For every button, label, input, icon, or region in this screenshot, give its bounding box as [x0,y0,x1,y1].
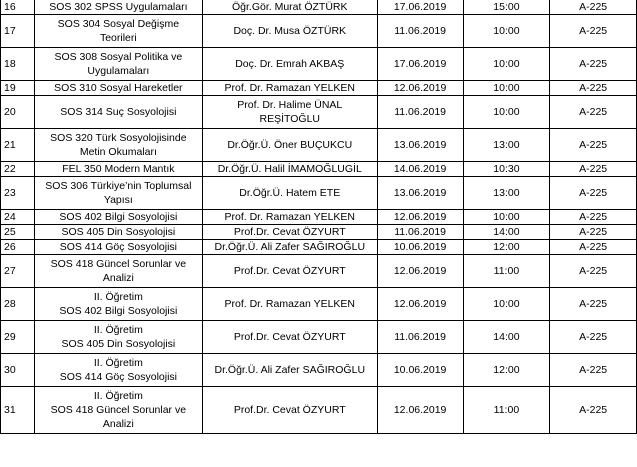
exam-time-cell: 12:00 [463,240,550,255]
row-number-cell: 24 [1,210,35,225]
exam-time-cell: 10:00 [463,96,550,129]
course-cell [34,15,202,48]
course-cell [34,354,202,387]
row-number-cell: 19 [1,81,35,96]
exam-date-cell: 11.06.2019 [377,321,463,354]
exam-date-cell: 11.06.2019 [377,15,463,48]
table-row [1,321,637,354]
table-row [1,387,637,434]
course-cell-line: II. Öğretim [93,324,143,336]
course-cell-line: SOS 304 Sosyal Değişme [57,18,180,30]
course-cell [34,48,202,81]
table-row [1,240,637,255]
instructor-cell [202,0,377,15]
table-body [1,0,637,434]
room-cell: A-225 [550,96,637,129]
exam-time-cell: 10:00 [463,15,550,48]
table-row [1,162,637,177]
course-cell-line: SOS 414 Göç Sosyolojisi [59,371,178,383]
course-cell-line: FEL 350 Modern Mantık [62,163,175,175]
instructor-cell [202,225,377,240]
room-cell: A-225 [550,225,637,240]
instructor-cell-line: Prof. Dr. Ramazan YELKEN [224,298,356,310]
instructor-cell-line: Dr.Öğr.Ü. Halil İMAMOĞLUGİL [217,163,362,175]
course-cell-line: Teorileri [99,32,137,44]
room-cell: A-225 [550,387,637,434]
exam-time-cell: 12:00 [463,354,550,387]
exam-date-cell: 12.06.2019 [377,210,463,225]
course-cell [34,288,202,321]
table-row [1,177,637,210]
row-number-cell: 29 [1,321,35,354]
instructor-cell-line: Prof. Dr. Ramazan YELKEN [224,211,356,223]
course-cell-line: SOS 302 SPSS Uygulamaları [49,1,188,13]
room-cell: A-225 [550,0,637,15]
exam-date-cell: 13.06.2019 [377,129,463,162]
course-cell [34,81,202,96]
exam-date-cell: 11.06.2019 [377,96,463,129]
instructor-cell-line: Dr.Öğr.Ü. Hatem ETE [239,187,341,199]
exam-time-cell: 13:00 [463,177,550,210]
course-cell [34,387,202,434]
instructor-cell [202,255,377,288]
table-row [1,0,637,15]
exam-date-cell: 11.06.2019 [377,225,463,240]
table-row [1,129,637,162]
course-cell [34,321,202,354]
row-number-cell: 17 [1,15,35,48]
course-cell-line: Uygulamaları [87,65,150,77]
course-cell [34,225,202,240]
table-row [1,225,637,240]
course-cell-line: SOS 418 Güncel Sorunlar ve [50,404,187,416]
table-row [1,210,637,225]
row-number-cell: 31 [1,387,35,434]
course-cell-line: SOS 418 Güncel Sorunlar ve [50,258,187,270]
instructor-cell [202,177,377,210]
instructor-cell-line: Prof. Dr. Ramazan YELKEN [224,82,356,94]
instructor-cell-line: Doç. Dr. Emrah AKBAŞ [235,58,345,70]
exam-time-cell: 14:00 [463,225,550,240]
room-cell: A-225 [550,255,637,288]
exam-time-cell: 15:00 [463,0,550,15]
instructor-cell [202,354,377,387]
row-number-cell: 22 [1,162,35,177]
instructor-cell [202,288,377,321]
table-row [1,96,637,129]
course-cell-line: SOS 402 Bilgi Sosyolojisi [59,305,178,317]
exam-date-cell: 12.06.2019 [377,81,463,96]
course-cell [34,210,202,225]
course-cell-line: Yapısı [103,194,133,206]
table-row [1,48,637,81]
exam-date-cell: 17.06.2019 [377,0,463,15]
instructor-cell [202,96,377,129]
row-number-cell: 25 [1,225,35,240]
instructor-cell-line: REŞİTOĞLU [259,113,320,125]
instructor-cell [202,162,377,177]
row-number-cell: 21 [1,129,35,162]
exam-time-cell: 10:00 [463,288,550,321]
exam-date-cell: 12.06.2019 [377,387,463,434]
exam-date-cell: 12.06.2019 [377,255,463,288]
row-number-cell: 28 [1,288,35,321]
instructor-cell-line: Prof.Dr. Cevat ÖZYURT [233,404,346,416]
instructor-cell [202,15,377,48]
instructor-cell-line: Dr.Öğr.Ü. Ali Zafer SAĞIROĞLU [214,364,366,376]
table-row [1,255,637,288]
row-number-cell: 16 [1,0,35,15]
course-cell [34,255,202,288]
room-cell: A-225 [550,48,637,81]
row-number-cell: 30 [1,354,35,387]
exam-date-cell: 10.06.2019 [377,240,463,255]
course-cell-line: SOS 308 Sosyal Politika ve [54,51,183,63]
course-cell-line: SOS 310 Sosyal Hareketler [54,82,183,94]
course-cell-line: SOS 405 Din Sosyolojisi [61,338,176,350]
course-cell-line: Analizi [102,418,134,430]
room-cell: A-225 [550,210,637,225]
room-cell: A-225 [550,177,637,210]
exam-time-cell: 10:00 [463,210,550,225]
instructor-cell [202,240,377,255]
room-cell: A-225 [550,129,637,162]
course-cell-line: Metin Okumaları [79,146,157,158]
exam-time-cell: 14:00 [463,321,550,354]
course-cell-line: SOS 320 Türk Sosyolojisinde [50,132,187,144]
course-cell-line: SOS 414 Göç Sosyolojisi [59,241,178,253]
exam-date-cell: 14.06.2019 [377,162,463,177]
instructor-cell-line: Doç. Dr. Musa ÖZTÜRK [233,25,347,37]
instructor-cell-line: Prof.Dr. Cevat ÖZYURT [233,226,346,238]
instructor-cell [202,81,377,96]
course-cell [34,129,202,162]
instructor-cell-line: Prof.Dr. Cevat ÖZYURT [233,331,346,343]
course-cell-line: II. Öğretim [93,390,143,402]
row-number-cell: 23 [1,177,35,210]
instructor-cell [202,129,377,162]
instructor-cell [202,210,377,225]
course-cell [34,96,202,129]
course-cell-line: II. Öğretim [93,291,143,303]
course-cell-line: Analizi [102,272,134,284]
table-row [1,81,637,96]
instructor-cell-line: Dr.Öğr.Ü. Ali Zafer SAĞIROĞLU [214,241,366,253]
instructor-cell [202,321,377,354]
exam-time-cell: 13:00 [463,129,550,162]
room-cell: A-225 [550,288,637,321]
course-cell-line: SOS 306 Türkiye’nin Toplumsal [45,180,192,192]
row-number-cell: 20 [1,96,35,129]
exam-date-cell: 12.06.2019 [377,288,463,321]
course-cell [34,0,202,15]
row-number-cell: 18 [1,48,35,81]
row-number-cell: 26 [1,240,35,255]
course-cell-line: SOS 405 Din Sosyolojisi [61,226,176,238]
exam-time-cell: 11:00 [463,255,550,288]
exam-time-cell: 10:00 [463,81,550,96]
course-cell-line: SOS 402 Bilgi Sosyolojisi [59,211,178,223]
room-cell: A-225 [550,240,637,255]
room-cell: A-225 [550,81,637,96]
exam-time-cell: 11:00 [463,387,550,434]
exam-date-cell: 10.06.2019 [377,354,463,387]
exam-time-cell: 10:00 [463,48,550,81]
table-row [1,354,637,387]
exam-date-cell: 13.06.2019 [377,177,463,210]
room-cell: A-225 [550,354,637,387]
course-cell [34,177,202,210]
instructor-cell [202,48,377,81]
row-number-cell: 27 [1,255,35,288]
table-row [1,15,637,48]
instructor-cell [202,387,377,434]
room-cell: A-225 [550,162,637,177]
instructor-cell-line: Prof. Dr. Halime ÜNAL [237,99,343,111]
room-cell: A-225 [550,15,637,48]
instructor-cell-line: Öğr.Gör. Murat ÖZTÜRK [231,1,348,13]
exam-date-cell: 17.06.2019 [377,48,463,81]
course-cell-line: II. Öğretim [93,357,143,369]
course-cell [34,240,202,255]
instructor-cell-line: Prof.Dr. Cevat ÖZYURT [233,265,346,277]
course-cell-line: SOS 314 Suç Sosyolojisi [60,106,177,118]
exam-time-cell: 10:30 [463,162,550,177]
table-row [1,288,637,321]
instructor-cell-line: Dr.Öğr.Ü. Öner BUÇUKCU [227,139,353,151]
course-cell [34,162,202,177]
room-cell: A-225 [550,321,637,354]
